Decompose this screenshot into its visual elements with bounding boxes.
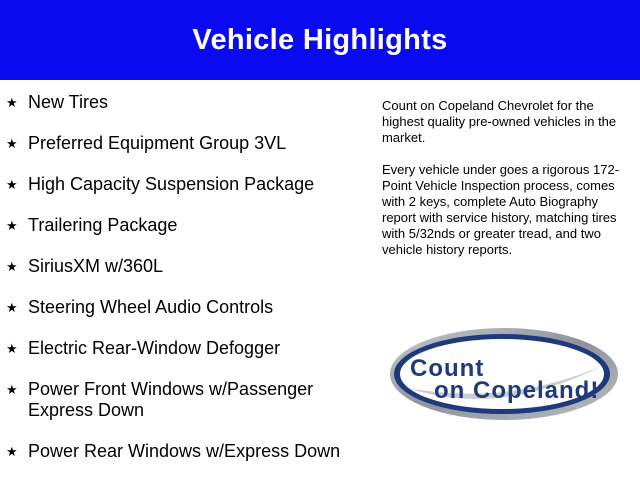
star-icon: ★ xyxy=(6,300,18,315)
star-icon: ★ xyxy=(6,259,18,274)
star-icon: ★ xyxy=(6,177,18,192)
highlight-item xyxy=(6,256,368,277)
star-icon: ★ xyxy=(6,136,18,151)
highlight-item xyxy=(6,92,368,113)
highlight-label: SiriusXM w/360L xyxy=(28,256,164,276)
highlight-label: Preferred Equipment Group 3VL xyxy=(28,133,287,153)
highlight-item xyxy=(6,379,368,421)
highlights-list xyxy=(6,92,368,482)
highlight-label: Trailering Package xyxy=(28,215,178,235)
star-icon: ★ xyxy=(6,382,18,397)
highlight-label: Power Front Windows w/Passenger Express Down xyxy=(28,379,314,420)
dealer-blurb xyxy=(382,98,628,274)
highlight-item xyxy=(6,174,368,195)
count-on-copeland-logo xyxy=(388,326,620,422)
blurb-paragraph: Count on Copeland Chevrolet for the highest quality pre-owned vehicles in the market. xyxy=(382,98,617,145)
highlight-label: Steering Wheel Audio Controls xyxy=(28,297,274,317)
star-icon: ★ xyxy=(6,95,18,110)
page-title: Vehicle Highlights xyxy=(192,23,448,56)
star-icon: ★ xyxy=(6,218,18,233)
header-banner xyxy=(0,0,640,80)
logo-line-2: on Copeland! xyxy=(434,377,600,404)
highlight-label: Electric Rear-Window Defogger xyxy=(28,338,281,358)
highlight-label: Power Rear Windows w/Express Down xyxy=(28,441,341,461)
highlight-item xyxy=(6,338,368,359)
highlight-label: New Tires xyxy=(28,92,109,112)
star-icon: ★ xyxy=(6,341,18,356)
highlight-item xyxy=(6,441,368,462)
highlight-item xyxy=(6,215,368,236)
highlight-label: High Capacity Suspension Package xyxy=(28,174,315,194)
highlight-item xyxy=(6,133,368,154)
highlight-item xyxy=(6,297,368,318)
logo-line-1: Count xyxy=(410,355,485,382)
star-icon: ★ xyxy=(6,444,18,459)
blurb-paragraph: Every vehicle under goes a rigorous 172-Point Vehicle Inspection process, comes with 2 keys, complete Auto Biography report with service history, matching tires with 5/32nds or greater tread, and two vehicle history reports. xyxy=(382,162,620,257)
